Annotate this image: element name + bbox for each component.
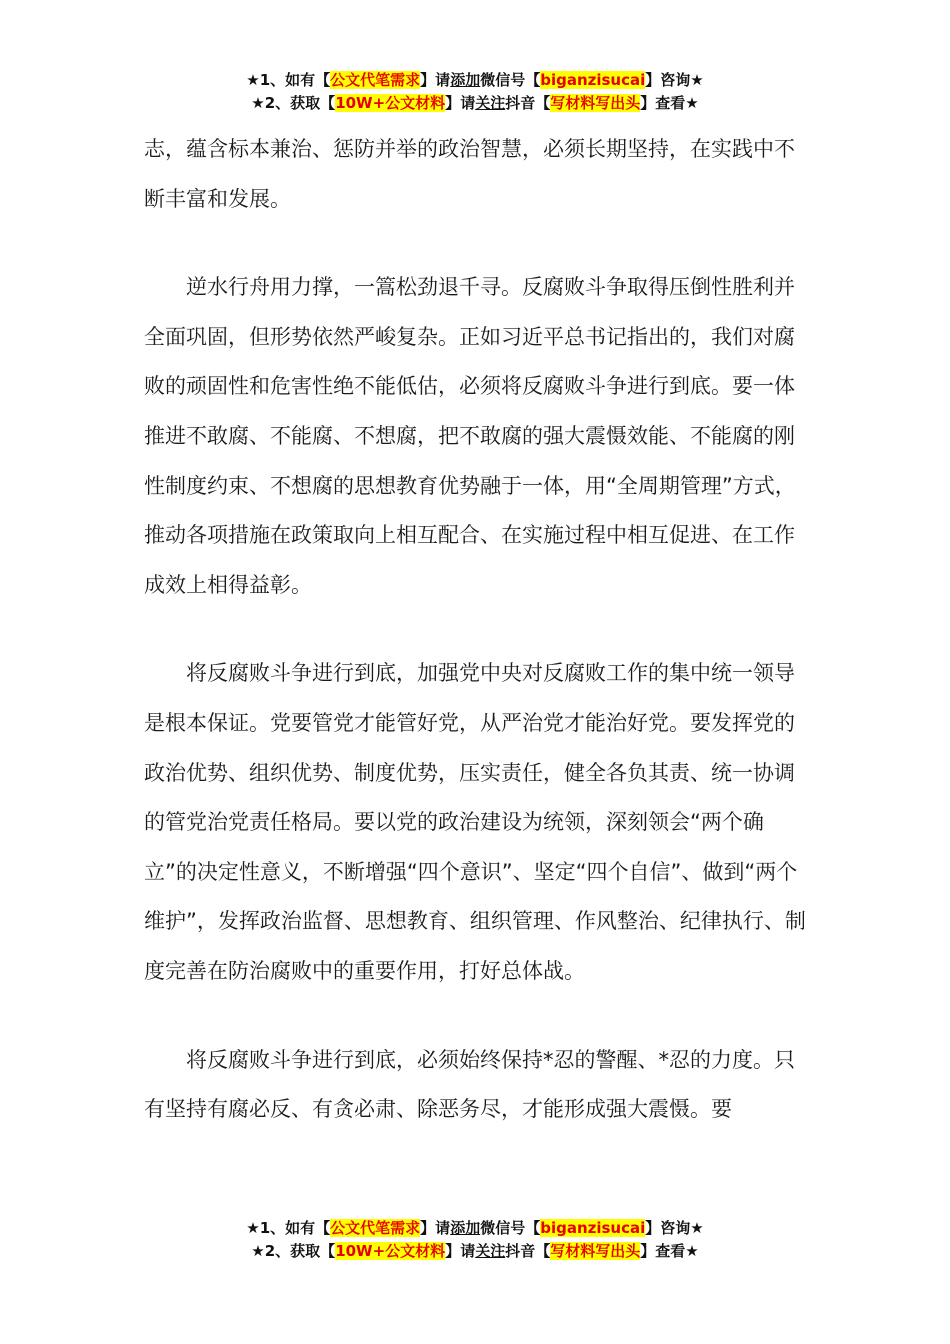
banner-highlight: 公文代笔需求 <box>330 71 421 89</box>
paragraph-gap <box>144 224 812 263</box>
footer-banner <box>0 1217 950 1263</box>
banner-text: 抖音【 <box>505 1242 551 1260</box>
banner-underline: 关注 <box>475 94 506 112</box>
banner-text: 】查看★ <box>640 94 699 112</box>
banner-text: 微信号【 <box>480 1219 541 1237</box>
paragraph: 志，蕴含标本兼治、惩防并举的政治智慧，必须长期坚持，在实践中不断丰富和发展。 <box>144 137 795 211</box>
banner-highlight: 10W+公文材料 <box>335 94 446 112</box>
banner-underline: 添加 <box>450 71 481 89</box>
banner-text: 】请 <box>420 1219 451 1237</box>
banner-highlight: 写材料写出头 <box>550 1242 641 1260</box>
banner-line-1 <box>0 1217 950 1240</box>
banner-text: 】请 <box>445 1242 476 1260</box>
paragraph: 逆水行舟用力撑，一篙松劲退千寻。反腐败斗争取得压倒性胜利并全面巩固，但形势依然严峻复杂。正如习近平总书记指出的，我们对腐败的顽固性和危害性绝不能低估，必须将反腐败斗争进行到底。要一体推进不敢腐、不能腐、不想腐，把不敢腐的强大震慑效能、不能腐的刚性制度约束、不想腐的思想教育优势融于一体，用“全周期管理”方式，推动各项措施在政策取向上相互配合、在实施过程中相互促进、在工作成效上相得益彰。 <box>144 275 796 597</box>
banner-line-1 <box>0 69 950 92</box>
banner-highlight: 写材料写出头 <box>550 94 641 112</box>
banner-underline: 添加 <box>450 1219 481 1237</box>
banner-line-2 <box>0 92 950 115</box>
banner-text: 微信号【 <box>480 71 541 89</box>
banner-underline: 关注 <box>475 1242 506 1260</box>
banner-text: 】咨询★ <box>645 71 704 89</box>
banner-text: ★2、获取【 <box>251 1242 336 1260</box>
banner-text: 】查看★ <box>640 1242 699 1260</box>
paragraph: 将反腐败斗争进行到底，加强党中央对反腐败工作的集中统一领导是根本保证。党要管党才能管好党，从严治党才能治好党。要发挥党的政治优势、组织优势、制度优势，压实责任，健全各负其责、统一协调的管党治党责任格局。要以党的政治建设为统领，深刻领会“两个确立”的决定性意义，不断增强“四个意识”、坚定“四个自信”、做到“两个维护”，发挥政治监督、思想教育、组织管理、作风整治、纪律执行、制度完善在防治腐败中的重要作用，打好总体战。 <box>144 661 806 983</box>
paragraph-gap <box>144 610 812 649</box>
document-body <box>144 125 812 1135</box>
banner-text: ★1、如有【 <box>246 1219 331 1237</box>
banner-text: 】请 <box>420 71 451 89</box>
banner-highlight: 公文代笔需求 <box>330 1219 421 1237</box>
banner-highlight: 10W+公文材料 <box>335 1242 446 1260</box>
banner-line-2 <box>0 1240 950 1263</box>
banner-text: ★1、如有【 <box>246 71 331 89</box>
header-banner <box>0 69 950 115</box>
banner-highlight: biganzisucai <box>540 71 646 89</box>
paragraph-gap <box>144 997 812 1036</box>
banner-text: 】请 <box>445 94 476 112</box>
banner-text: 抖音【 <box>505 94 551 112</box>
paragraph: 将反腐败斗争进行到底，必须始终保持*忍的警醒、*忍的力度。只有坚持有腐必反、有贪必肃、除恶务尽，才能形成强大震慑。要 <box>144 1047 795 1122</box>
banner-text: ★2、获取【 <box>251 94 336 112</box>
banner-text: 】咨询★ <box>645 1219 704 1237</box>
banner-highlight: biganzisucai <box>540 1219 646 1237</box>
